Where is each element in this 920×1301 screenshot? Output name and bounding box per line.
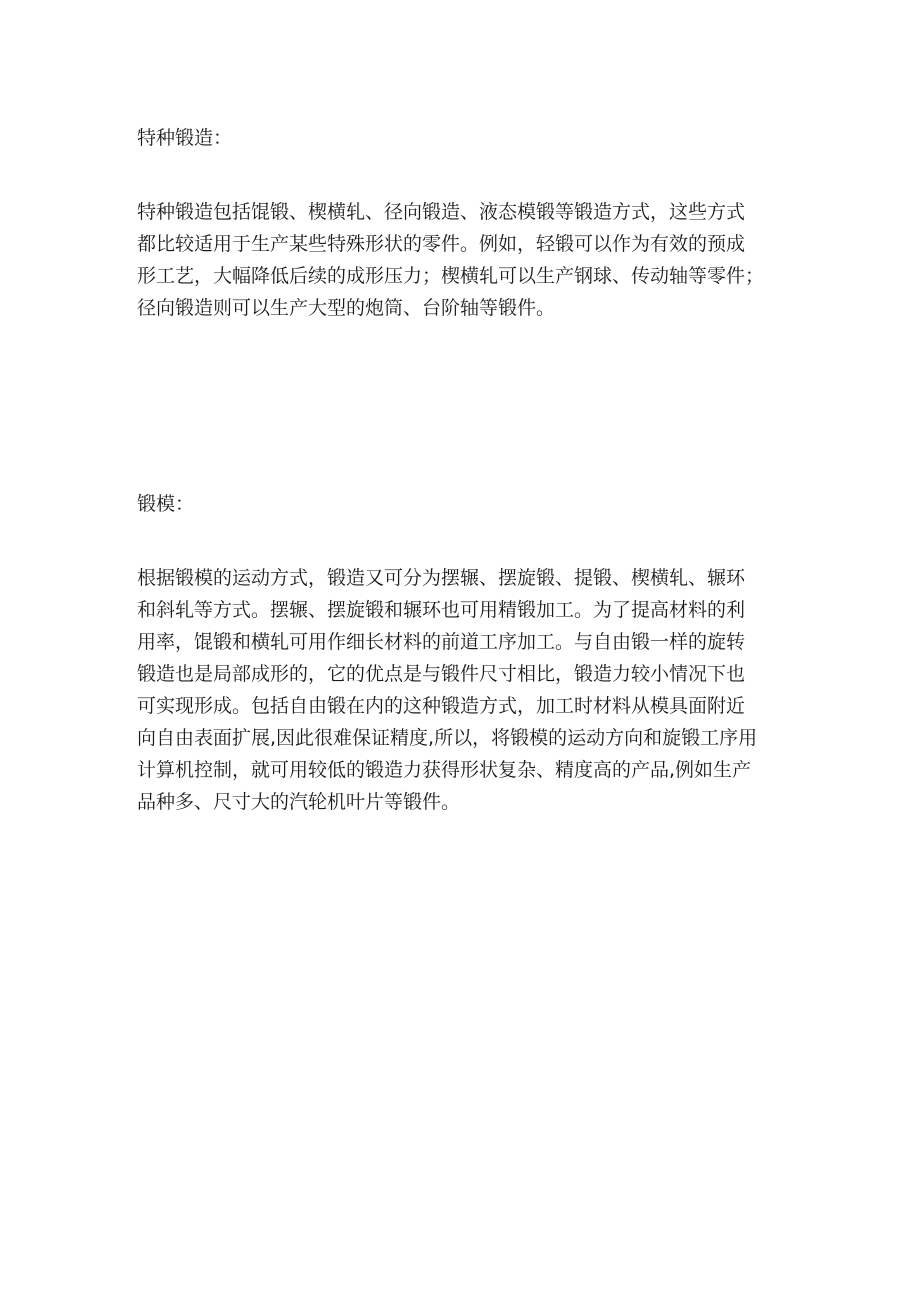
paragraph-line: 和斜轧等方式。摆辗、摆旋锻和辗环也可用精锻加工。为了提高材料的利 <box>137 599 746 621</box>
paragraph-line: 向自由表面扩展,因此很难保证精度,所以，将锻模的运动方向和旋锻工序用 <box>137 727 758 749</box>
section-heading-forging-die: 锻模： <box>137 493 195 515</box>
paragraph-forging-die <box>137 562 799 818</box>
paragraph-line: 特种锻造包括馄锻、楔横轧、径向锻造、液态模锻等锻造方式，这些方式 <box>137 201 746 223</box>
paragraph-line: 形工艺，大幅降低后续的成形压力；楔横轧可以生产钢球、传动轴等零件； <box>137 265 765 287</box>
paragraph-line: 根据锻模的运动方式，锻造又可分为摆辗、摆旋锻、提锻、楔横轧、辗环 <box>137 567 746 589</box>
paragraph-line: 都比较适用于生产某些特殊形状的零件。例如，轻锻可以作为有效的预成 <box>137 233 746 255</box>
section-heading-special-forging: 特种锻造： <box>137 127 233 149</box>
paragraph-line: 可实现形成。包括自由锻在内的这种锻造方式，加工时材料从模具面附近 <box>137 695 746 717</box>
paragraph-line: 锻造也是局部成形的，它的优点是与锻件尺寸相比，锻造力较小情况下也 <box>137 663 746 685</box>
paragraph-line: 径向锻造则可以生产大型的炮筒、台阶轴等锻件。 <box>137 297 556 319</box>
paragraph-line: 计算机控制，就可用较低的锻造力获得形状复杂、精度高的产品,例如生产 <box>137 759 752 781</box>
paragraph-line: 品种多、尺寸大的汽轮机叶片等锻件。 <box>137 791 461 813</box>
paragraph-line: 用率，馄锻和横轧可用作细长材料的前道工序加工。与自由锻一样的旋转 <box>137 631 746 653</box>
paragraph-special-forging <box>137 196 799 324</box>
